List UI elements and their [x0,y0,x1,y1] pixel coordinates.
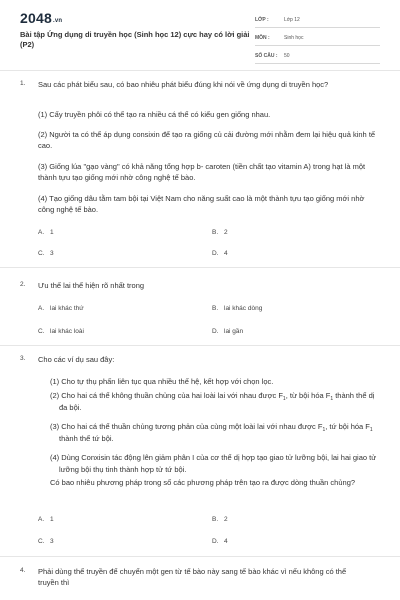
option-text: 3 [50,250,54,257]
option-letter: D. [212,250,219,257]
option-text: lai gần [224,328,244,335]
answer-option-c[interactable] [38,538,54,545]
header-divider [0,70,400,71]
example-item [50,452,381,476]
meta-row-class [255,13,380,28]
question-divider [0,556,400,557]
question-number: 4. [20,567,26,574]
subscript: 1 [369,427,373,433]
answer-option-d[interactable] [212,328,243,335]
option-letter: B. [212,516,219,523]
statement: (4) Tạo giống dâu tằm tam bội tại Việt Nam cho năng suất cao là một thành tựu tạo giống mới nhờ công nghệ tế bào. [38,194,365,214]
option-text: lai khác dòng [224,305,263,312]
example-text: thành thể dị đa bội. [59,391,375,412]
site-logo[interactable] [20,10,62,26]
page-title: Bài tập Ứng dụng di truyền học (Sinh học 12) cực hay có lời giải (P2) [20,30,250,49]
example-text: (2) Cho hai cá thể không thuần chủng của hai loài lai với nhau được F [50,391,283,400]
option-text: 4 [224,538,228,545]
meta-label: MÔN : [255,35,270,41]
meta-value: Lớp 12 [284,17,300,23]
meta-value: 50 [284,53,290,59]
example-text: , từ bội hóa F [285,391,331,400]
example-item [50,390,381,414]
example-text: (1) Cho tự thụ phấn liên tục qua nhiều thế hệ, kết hợp với chọn lọc. [50,377,274,386]
subscript: 1 [322,427,326,433]
example-item [50,376,381,388]
question-text: Ưu thế lai thể hiện rõ nhất trong [38,281,145,290]
option-text: lai khác loài [50,328,84,335]
answer-option-d[interactable] [212,250,228,257]
example-text: (4) Dùng Conxisin tác động lên giảm phân I của cơ thể dị hợp tạo giao tử lưỡng bội, lai hai giao tử lưỡng bội thụ tinh thành hợp tử tứ bội. [50,453,377,474]
question-text: Phải dùng thể truyền để chuyển một gen từ tế bào này sang tế bào khác vì nếu không có thể truyền thì [38,567,347,587]
answer-option-c[interactable] [38,250,54,257]
option-letter: C. [38,328,45,335]
example-text: (3) Cho hai cá thể thuần chủng tương phản của cùng một loài lai với nhau được F [50,422,323,431]
option-letter: C. [38,538,45,545]
statement: (3) Giống lúa "gạo vàng" có khả năng tổng hợp b- caroten (tiền chất tạo vitamin A) trong hạt là một thành tựu tạo giống mới nhờ công nghệ tế bào. [38,162,366,182]
question-number: 3. [20,355,26,362]
answer-option-a[interactable] [38,516,54,523]
option-letter: A. [38,229,45,236]
option-text: 1 [50,516,54,523]
question-number: 2. [20,281,26,288]
answer-option-b[interactable] [212,516,228,523]
meta-table [255,13,380,67]
example-item [50,421,381,445]
option-text: 1 [50,229,54,236]
option-text: 2 [224,516,228,523]
option-letter: B. [212,305,219,312]
meta-row-count [255,49,380,64]
meta-label: LỚP : [255,17,269,23]
option-letter: A. [38,516,45,523]
option-text: lai khác thứ [50,305,84,312]
question-text: Sau các phát biểu sau, có bao nhiêu phát biểu đúng khi nói về ứng dụng di truyền học? [38,80,329,89]
logo-suffix: .vn [52,18,63,24]
option-text: 2 [224,229,228,236]
meta-value: Sinh học [284,35,304,41]
answer-option-c[interactable] [38,328,84,335]
option-letter: D. [212,328,219,335]
subscript: 1 [330,396,334,402]
answer-option-b[interactable] [212,305,262,312]
answer-option-a[interactable] [38,229,54,236]
meta-row-subject [255,31,380,46]
option-letter: B. [212,229,219,236]
question-prompt: Có bao nhiêu phương pháp trong số các phương pháp trên tạo ra được dòng thuần chủng? [50,478,356,487]
option-text: 4 [224,250,228,257]
answer-option-a[interactable] [38,305,84,312]
page-header [0,0,400,64]
statement: (1) Cấy truyền phôi có thể tạo ra nhiều cá thể có kiểu gen giống nhau. [38,110,271,119]
subscript: 1 [282,396,286,402]
question-divider [0,267,400,268]
question-text: Cho các ví dụ sau đây: [38,355,115,364]
logo-text: 2048 [20,10,52,26]
option-letter: D. [212,538,219,545]
question-divider [0,345,400,346]
meta-label: SỐ CÂU : [255,53,278,59]
option-text: 3 [50,538,54,545]
statement: (2) Người ta có thể áp dụng consixin để tạo ra giống củ cải đường mới nhằm đem lại hiệu quả kinh tế cao. [38,130,376,150]
option-letter: C. [38,250,45,257]
example-text: , tứ bội hóa F [325,422,370,431]
option-letter: A. [38,305,45,312]
question-number: 1. [20,80,26,87]
example-text: thành thể tứ bội. [59,434,114,443]
answer-option-b[interactable] [212,229,228,236]
answer-option-d[interactable] [212,538,228,545]
